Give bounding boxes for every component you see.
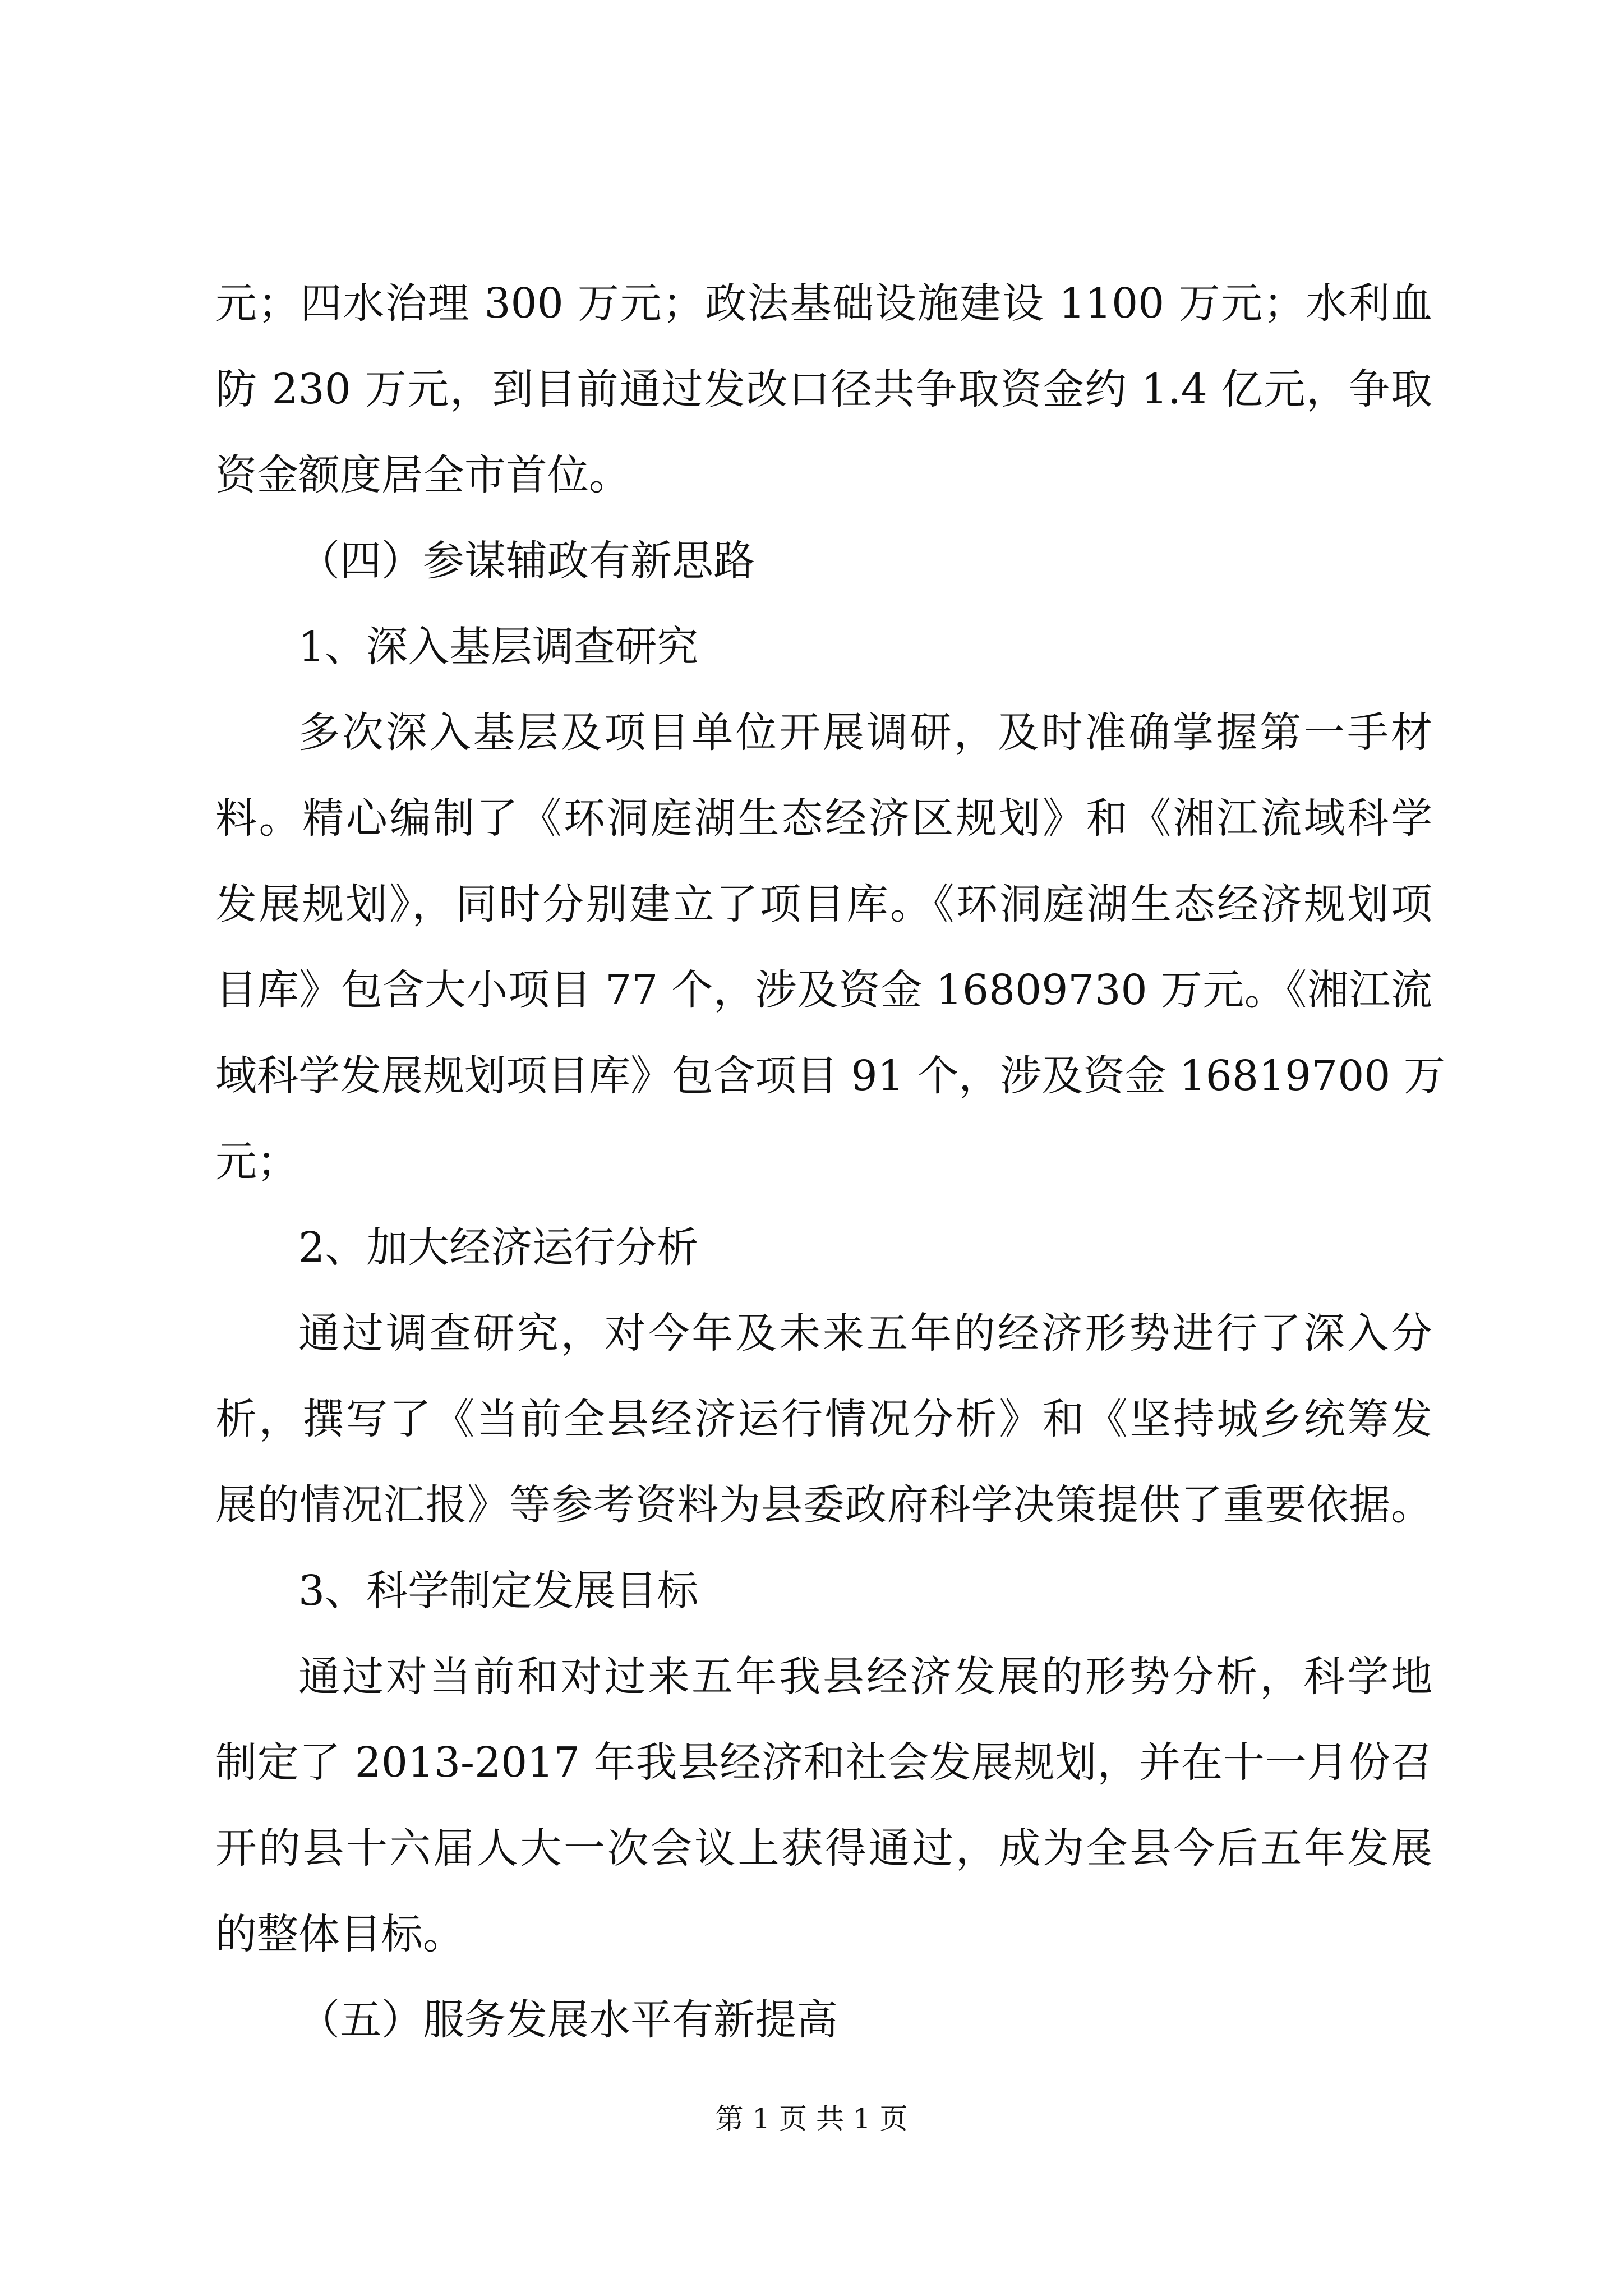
text-line: 制定了 2013-2017 年我县经济和社会发展规划，并在十一月份召 (215, 1738, 1432, 1787)
subheading-1: 1、深入基层调查研究 (298, 623, 699, 671)
text-line: 元；四水治理 300 万元；政法基础设施建设 1100 万元；水利血 (215, 279, 1432, 328)
text-line: 防 230 万元，到目前通过发改口径共争取资金约 1.4 亿元，争取 (215, 365, 1432, 413)
text-line: 的整体目标。 (215, 1910, 464, 1958)
text-line: 目库》包含大小项目 77 个，涉及资金 16809730 万元。《湘江流 (215, 966, 1432, 1014)
section-heading-4: （四）参谋辅政有新思路 (298, 537, 755, 585)
text-line: 析，撰写了《当前全县经济运行情况分析》和《坚持城乡统筹发 (215, 1395, 1432, 1443)
text-line: 开的县十六届人大一次会议上获得通过，成为全县今后五年发展 (215, 1824, 1432, 1872)
subheading-3: 3、科学制定发展目标 (298, 1567, 699, 1615)
text-line: 料。精心编制了《环洞庭湖生态经济区规划》和《湘江流域科学 (215, 794, 1432, 843)
text-line: 资金额度居全市首位。 (215, 451, 630, 499)
text-line: 发展规划》，同时分别建立了项目库。《环洞庭湖生态经济规划项 (215, 880, 1432, 928)
section-heading-5: （五）服务发展水平有新提高 (298, 1996, 838, 2044)
text-line: 多次深入基层及项目单位开展调研，及时准确掌握第一手材 (298, 708, 1432, 757)
document-body (215, 261, 1445, 2063)
text-line: 域科学发展规划项目库》包含项目 91 个，涉及资金 16819700 万 (215, 1052, 1445, 1100)
text-line: 展的情况汇报》等参考资料为县委政府科学决策提供了重要依据。 (215, 1481, 1432, 1529)
text-line: 通过对当前和对过来五年我县经济发展的形势分析，科学地 (298, 1653, 1432, 1701)
page-number-label: 第 1 页 共 1 页 (715, 2102, 908, 2135)
text-line: 通过调查研究，对今年及未来五年的经济形势进行了深入分 (298, 1309, 1432, 1358)
page-footer (0, 2099, 1623, 2138)
subheading-2: 2、加大经济运行分析 (298, 1223, 699, 1272)
text-line: 元； (215, 1138, 298, 1186)
